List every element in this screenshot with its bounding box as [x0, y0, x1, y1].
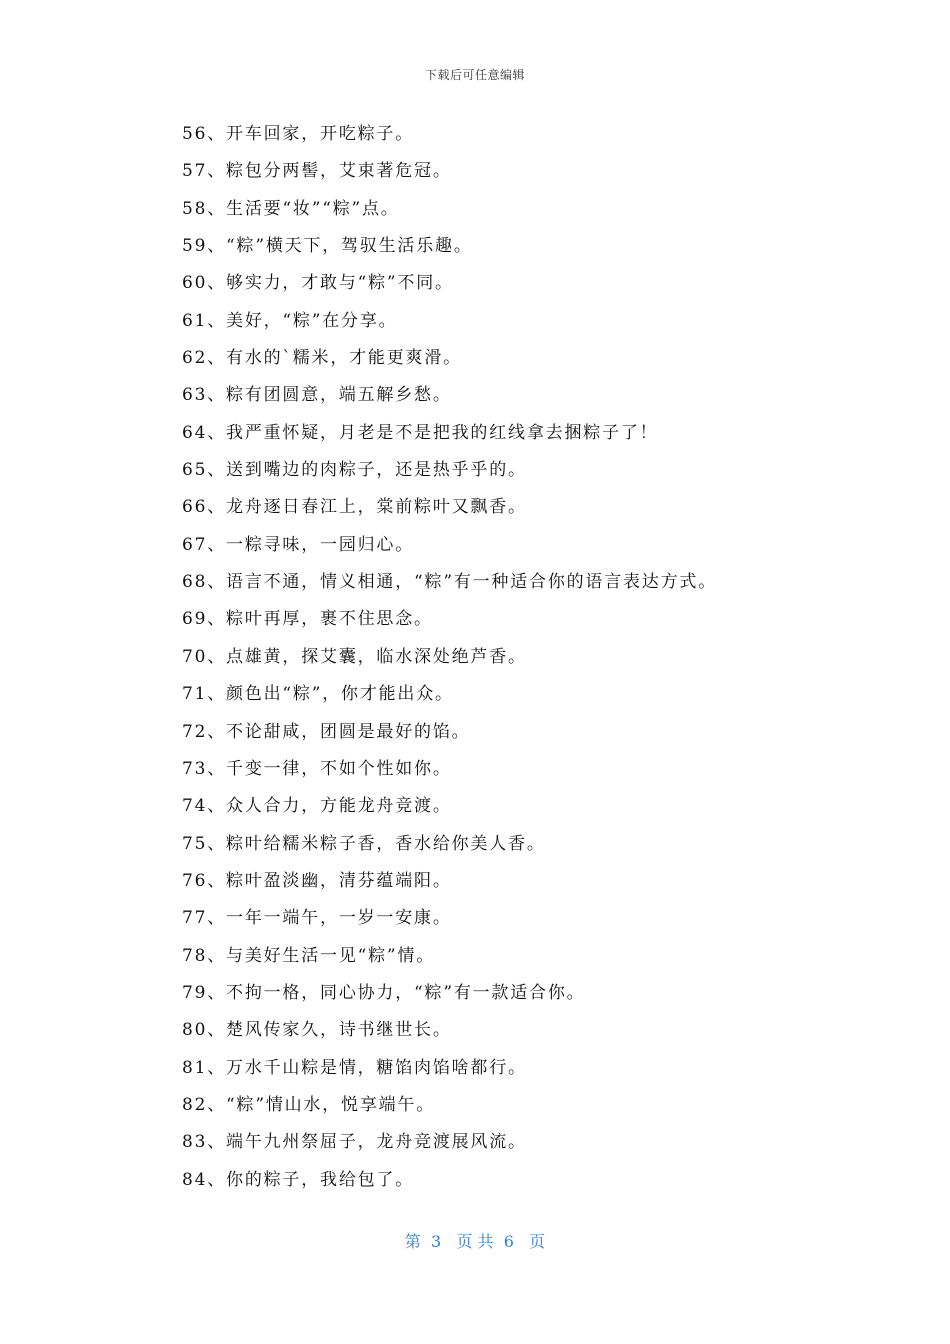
list-item: 63、粽有团圆意，端五解乡愁。 [182, 385, 452, 406]
list-item: 83、端午九州祭屈子，龙舟竞渡展风流。 [182, 1132, 527, 1153]
list-item: 60、够实力，才敢与“粽”不同。 [182, 273, 454, 294]
list-item: 67、一粽寻味，一园归心。 [182, 534, 415, 555]
list-item: 56、开车回家，开吃粽子。 [182, 124, 415, 144]
list-item: 57、粽包分两髻，艾束著危冠。 [182, 161, 452, 182]
list-item: 71、颜色出“粽”，你才能出众。 [182, 684, 454, 705]
document-body [182, 119, 882, 1202]
list-item: 72、不论甜咸，团圆是最好的馅。 [182, 721, 471, 742]
list-item: 58、生活要“妆”“粽”点。 [182, 198, 400, 219]
list-item: 77、一年一端午，一岁一安康。 [182, 908, 452, 929]
list-item: 79、不拘一格，同心协力，“粽”有一款适合你。 [182, 982, 586, 1003]
list-item: 59、“粽”横天下，驾驭生活乐趣。 [182, 236, 473, 257]
list-item: 68、语言不通，情义相通，“粽”有一种适合你的语言表达方式。 [182, 572, 718, 593]
list-item: 64、我严重怀疑，月老是不是把我的红线拿去捆粽子了！ [182, 422, 659, 443]
list-item: 75、粽叶给糯米粽子香，香水给你美人香。 [182, 833, 546, 854]
page-number-footer: 第 3 页 共 6 页 [404, 1232, 546, 1251]
list-item: 69、粽叶再厚，裹不住思念。 [182, 609, 433, 630]
list-item: 76、粽叶盈淡幽，清芬蕴端阳。 [182, 870, 452, 891]
list-item: 80、楚风传家久，诗书继世长。 [182, 1020, 452, 1041]
list-item: 81、万水千山粽是情，糖馅肉馅啥都行。 [182, 1057, 527, 1078]
list-item: 74、众人合力，方能龙舟竞渡。 [182, 796, 452, 817]
page-header: 下载后可任意编辑 [424, 68, 525, 82]
list-item: 82、“粽”情山水，悦享端午。 [182, 1094, 436, 1115]
list-item: 73、千变一律，不如个性如你。 [182, 758, 452, 779]
list-item: 66、龙舟逐日春江上，棠前粽叶又飘香。 [182, 497, 527, 518]
list-item: 62、有水的`糯米，才能更爽滑。 [182, 348, 462, 369]
list-item: 70、点雄黄，探艾囊，临水深处绝芦香。 [182, 646, 527, 667]
list-item: 78、与美好生活一见“粽”情。 [182, 945, 436, 966]
list-item: 84、你的粽子，我给包了。 [182, 1169, 415, 1190]
list-item: 65、送到嘴边的肉粽子，还是热乎乎的。 [182, 460, 527, 481]
list-item: 61、美好，“粽”在分享。 [182, 310, 398, 331]
